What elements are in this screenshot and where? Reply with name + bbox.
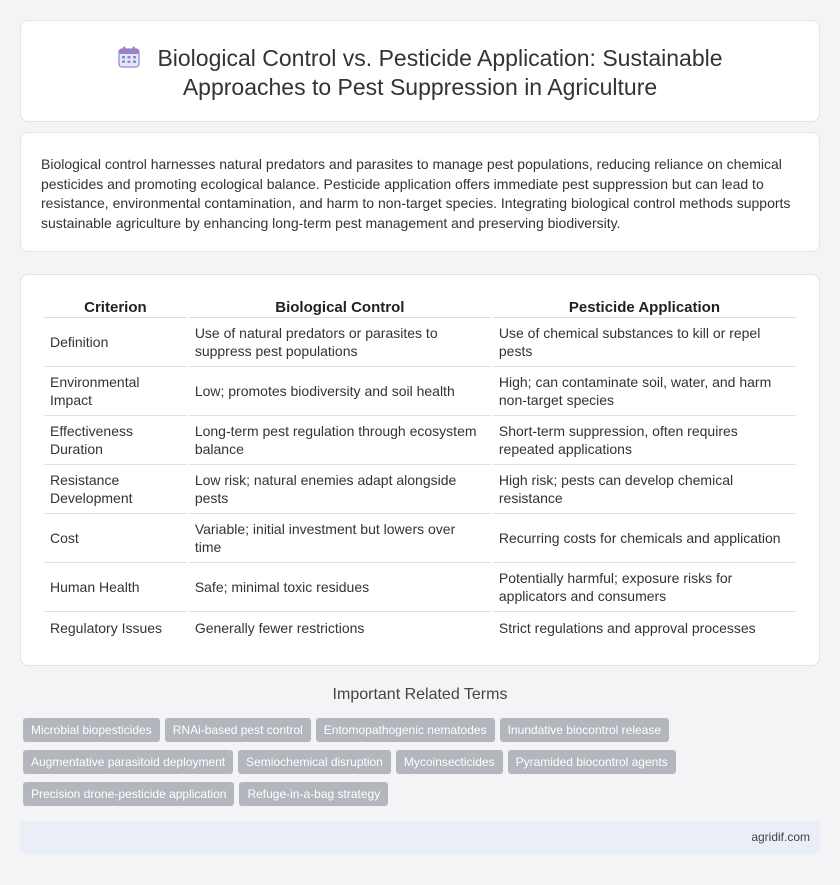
table-cell: Safe; minimal toxic residues	[189, 563, 491, 612]
table-cell: Regulatory Issues	[50, 619, 163, 636]
title-card	[20, 20, 820, 122]
table-header-row	[44, 295, 796, 318]
table-cell: Resistance Development	[44, 465, 187, 514]
related-term-tag[interactable]: RNAi-based pest control	[165, 718, 311, 742]
table-cell: Recurring costs for chemicals and application	[493, 514, 796, 563]
table-cell: Generally fewer restrictions	[194, 619, 365, 636]
table-cell: Potentially harmful; exposure risks for applicators and consumers	[493, 563, 796, 612]
table-row	[44, 367, 796, 416]
table-row	[44, 465, 796, 514]
intro-card	[20, 132, 820, 252]
related-terms-tags	[23, 718, 723, 814]
related-term-tag[interactable]: Semiochemical disruption	[238, 750, 391, 774]
table-row	[44, 318, 796, 367]
table-cell: Variable; initial investment but lowers over time	[189, 514, 491, 563]
related-term-tag[interactable]: Inundative biocontrol release	[500, 718, 669, 742]
header-criterion: Criterion	[44, 295, 187, 318]
calendar-icon	[117, 45, 141, 69]
related-term-tag[interactable]: Mycoinsecticides	[396, 750, 503, 774]
page-title: Biological Control vs. Pesticide Application: Sustainable Approaches to Pest Suppression in Agriculture	[157, 45, 723, 100]
table-cell: Low; promotes biodiversity and soil health	[189, 367, 491, 416]
related-term-tag[interactable]: Microbial biopesticides	[23, 718, 160, 742]
intro-paragraph: Biological control harnesses natural predators and parasites to manage pest populations, reducing reliance on chemical pesticides and promoting ecological balance. Pesticide application offers immediate pest suppression but can lead to resistance, environmental contamination, and harm to non-target species. Integrating biological control methods supports sustainable agriculture by enhancing long-term pest management and preserving biodiversity.	[41, 156, 791, 231]
header-pesticide-application: Pesticide Application	[493, 295, 796, 318]
footer-site-link[interactable]: agridif.com	[751, 830, 810, 844]
table-cell: Cost	[44, 514, 187, 563]
page-title-wrap	[61, 44, 779, 102]
table-cell: High; can contaminate soil, water, and harm non-target species	[493, 367, 796, 416]
related-term-tag[interactable]: Entomopathogenic nematodes	[316, 718, 495, 742]
related-terms-title: Important Related Terms	[332, 686, 508, 703]
table-row	[44, 563, 796, 612]
table-cell: Definition	[44, 318, 187, 367]
header-biological-control: Biological Control	[189, 295, 491, 318]
comparison-table-card	[20, 274, 820, 666]
table-cell: Low risk; natural enemies adapt alongside pests	[189, 465, 491, 514]
table-row	[44, 416, 796, 465]
related-term-tag[interactable]: Precision drone-pesticide application	[23, 782, 234, 806]
related-term-tag[interactable]: Augmentative parasitoid deployment	[23, 750, 233, 774]
related-term-tag[interactable]: Pyramided biocontrol agents	[508, 750, 676, 774]
table-row	[44, 612, 796, 643]
comparison-table	[42, 295, 798, 643]
table-cell: Short-term suppression, often requires repeated applications	[493, 416, 796, 465]
table-cell: Effectiveness Duration	[44, 416, 187, 465]
table-row	[44, 514, 796, 563]
table-cell: Human Health	[44, 563, 187, 612]
table-cell: Use of chemical substances to kill or repel pests	[493, 318, 796, 367]
footer-bar	[20, 821, 820, 854]
table-cell: High risk; pests can develop chemical resistance	[493, 465, 796, 514]
table-cell: Strict regulations and approval processes	[498, 619, 756, 636]
table-cell: Use of natural predators or parasites to suppress pest populations	[189, 318, 491, 367]
table-cell: Long-term pest regulation through ecosystem balance	[189, 416, 491, 465]
table-cell: Environmental Impact	[44, 367, 187, 416]
related-term-tag[interactable]: Refuge-in-a-bag strategy	[239, 782, 388, 806]
